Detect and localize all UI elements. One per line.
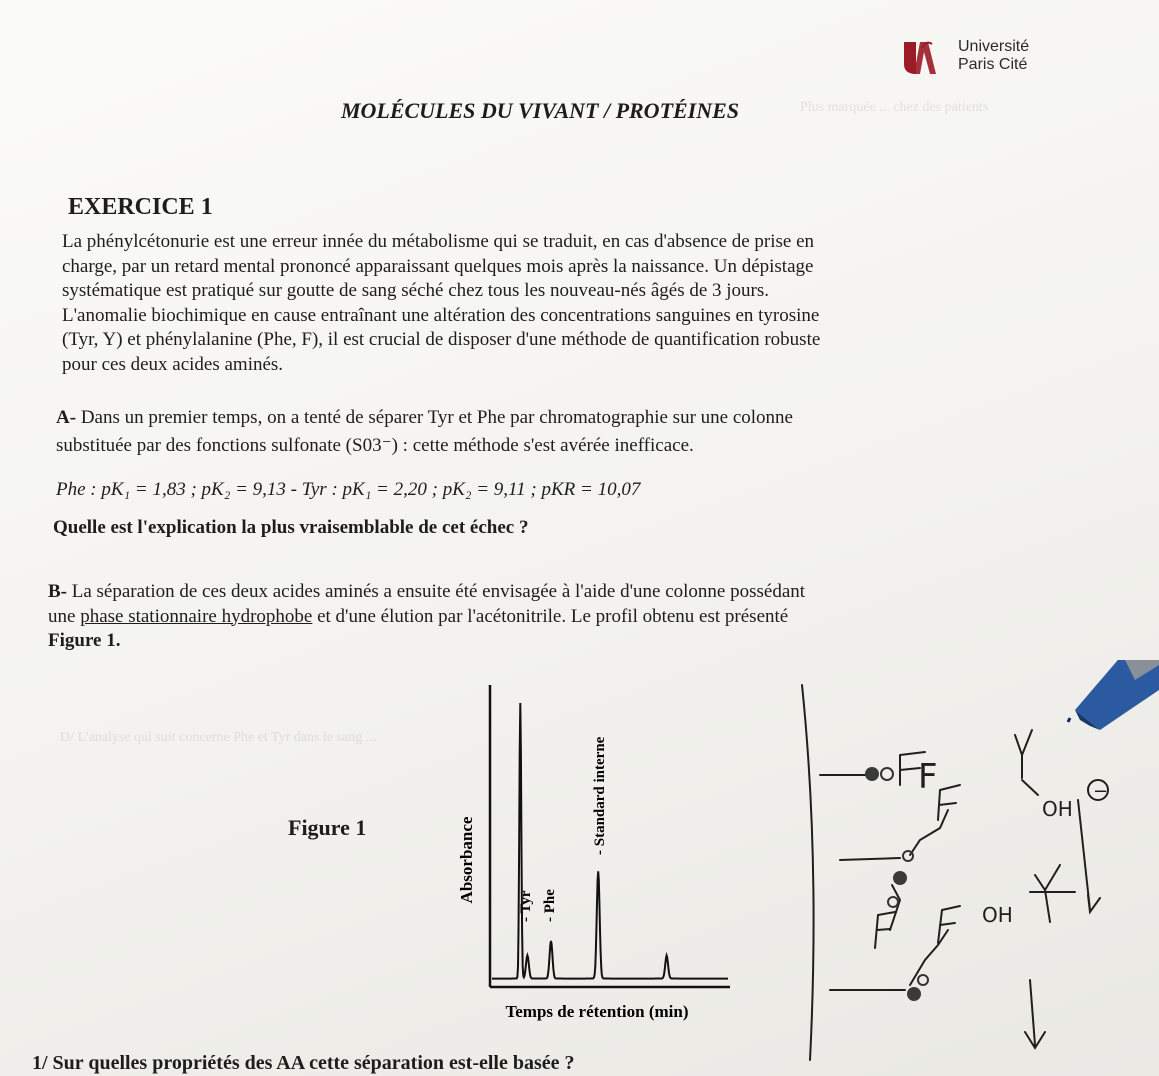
- chromatogram-chart: [450, 680, 750, 1030]
- section-b: [48, 580, 1034, 654]
- pen-icon: [1068, 660, 1159, 730]
- chain-line: [910, 930, 948, 985]
- peak-label-internal-standard: - Standard interne: [592, 736, 608, 855]
- bleed-through-text: Plus marquée ... chez des patients: [800, 100, 989, 115]
- handwritten-charge-label: −: [1093, 781, 1109, 802]
- bead: [893, 871, 907, 885]
- bead: [888, 897, 898, 907]
- x-axis-label: Temps de rétention (min): [505, 1002, 689, 1021]
- chain-line: [910, 810, 948, 855]
- intro-line: pour ces deux acides aminés.: [62, 353, 284, 375]
- section-a-line-2: substituée par des fonctions sulfonate (S03⁻) : cette méthode s'est avérée inefficace.: [56, 434, 694, 456]
- bead: [881, 768, 893, 780]
- chromatogram-trace: [492, 703, 728, 979]
- logo-line-2: Paris Cité: [958, 56, 1028, 73]
- exercise-title: EXERCICE 1: [68, 194, 213, 220]
- column-wall-line: [802, 685, 814, 1060]
- section-b-text: et d'une élution par l'acétonitrile. Le profil obtenu est présenté: [312, 605, 789, 627]
- intro-line: systématique est pratiqué sur goutte de sang séché chez tous les nouveau-nés âgés de 3 jours.: [62, 280, 770, 301]
- section-b-line-3: Figure 1.: [48, 630, 121, 651]
- underlined-term: phase stationnaire hydrophobe: [80, 605, 313, 627]
- intro-line: La phénylcétonurie est une erreur innée du métabolisme qui se traduit, en cas d'absence de prise en: [62, 231, 815, 252]
- question-a: Quelle est l'explication la plus vraisemblable de cet échec ?: [53, 517, 529, 538]
- intro-line: (Tyr, Y) et phénylalanine (Phe, F), il est crucial de disposer d'une méthode de quantification robuste: [62, 329, 821, 350]
- section-a-line-1: [56, 406, 1031, 431]
- bead: [903, 851, 913, 861]
- bleed-through-text: D/ L'analyse qui suit concerne Phe et Tyr dans le sang ...: [60, 730, 377, 745]
- intro-line: L'anomalie biochimique en cause entraînant une altération des concentrations sanguines en tyrosine: [62, 304, 820, 326]
- letter-y: [1015, 730, 1038, 795]
- university-emblem-icon: [900, 38, 944, 78]
- peak-label-tyr: - Tyr: [518, 890, 534, 922]
- question-1: 1/ Sur quelles propriétés des AA cette séparation est-elle basée ?: [32, 1052, 575, 1074]
- handwritten-annotation: [790, 660, 1159, 1076]
- figure-label: Figure 1: [288, 815, 367, 840]
- page-title: MOLÉCULES DU VIVANT / PROTÉINES: [340, 98, 740, 123]
- bead: [918, 975, 928, 985]
- peak-label-phe: - Phe: [542, 889, 558, 922]
- section-a-label: A-: [56, 407, 77, 428]
- bond-line: [840, 858, 900, 860]
- letter-y: [1030, 865, 1075, 922]
- section-a-text: Dans un premier temps, on a tenté de séparer Tyr et Phe par chromatographie sur une colonne: [80, 407, 793, 428]
- pk-values: Phe : pK₁ = 1,83 ; pK₂ = 9,13 - Tyr : pK₁ = 2,20 ; pK₂ = 9,11 ; pKR = 10,07: [56, 479, 641, 500]
- intro-line: charge, par un retard mental prononcé apparaissant quelques mois après la naissance. Un dépistage: [62, 255, 814, 277]
- section-b-line-2: [48, 605, 1034, 630]
- logo-text: [958, 38, 1029, 74]
- letter-f: [938, 906, 960, 943]
- y-axis-label: Absorbance: [457, 816, 476, 904]
- section-b-line-1: [48, 580, 1034, 605]
- bead: [907, 987, 921, 1001]
- section-b-text: La séparation de ces deux acides aminés a ensuite été envisagée à l'aide d'une colonne possédant: [71, 581, 806, 602]
- letter-f: [938, 785, 960, 820]
- section-b-label: B-: [48, 581, 67, 602]
- bead: [865, 767, 879, 781]
- letter-f: [875, 912, 895, 948]
- logo-line-1: Université: [958, 38, 1030, 55]
- intro-paragraph: [62, 230, 1032, 377]
- section-a: [56, 406, 1031, 458]
- arrow-down: [1078, 800, 1100, 912]
- section-b-text: une: [48, 605, 81, 627]
- arrow-down: [1025, 980, 1045, 1048]
- handwritten-f-label: F: [918, 757, 938, 797]
- handwritten-oh-label: OH: [982, 903, 1013, 927]
- university-logo: [900, 38, 1070, 83]
- handwritten-oh-label: OH: [1042, 797, 1073, 821]
